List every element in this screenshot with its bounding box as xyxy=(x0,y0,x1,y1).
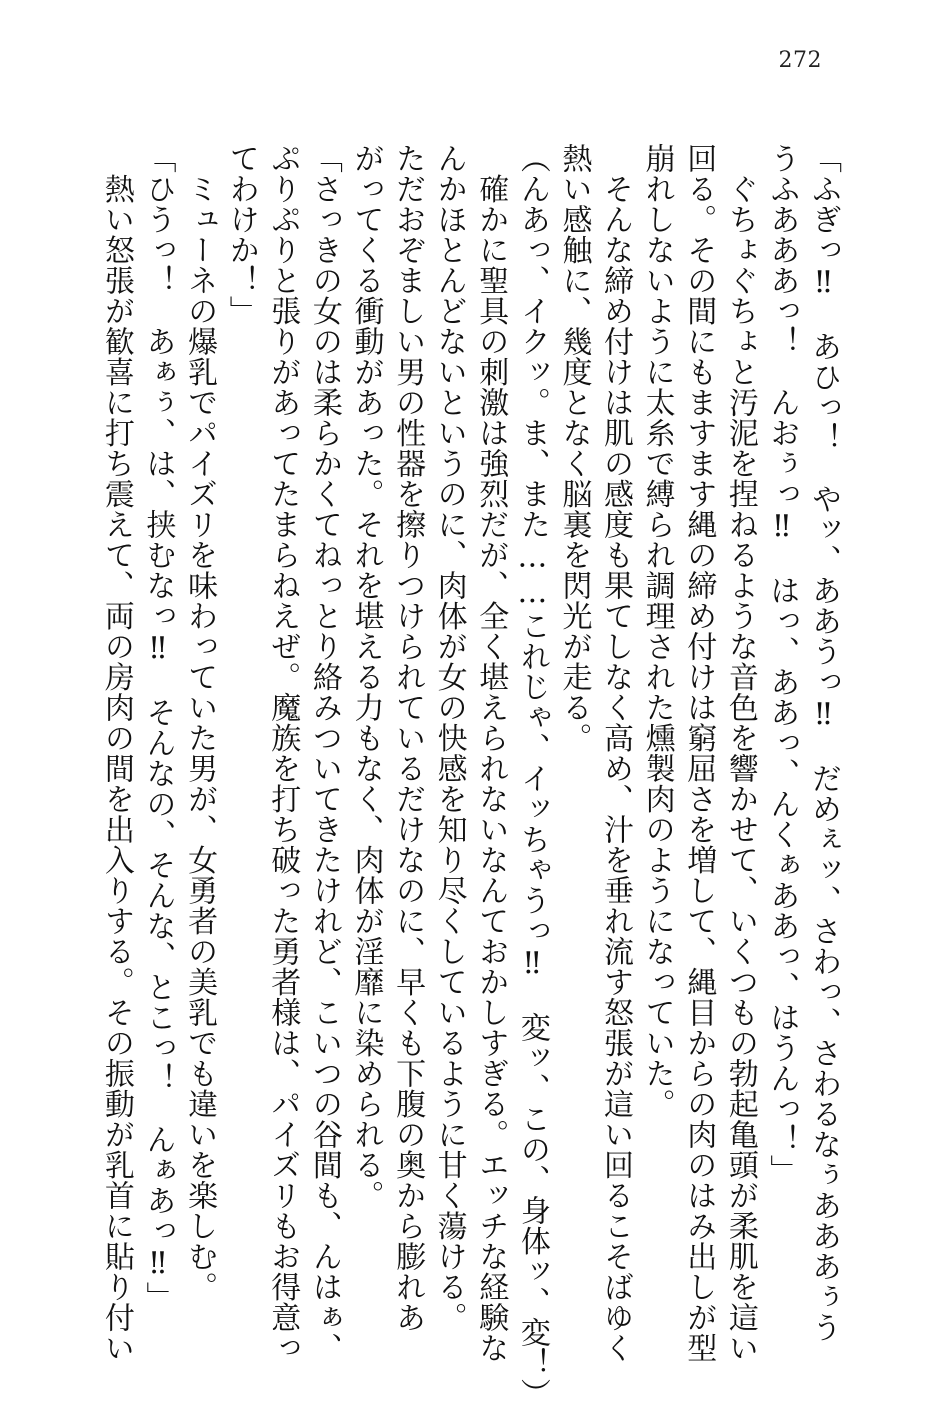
text-line: てわけか！」 xyxy=(223,143,259,326)
text-line: うふあああっ！ んおぅっ‼ はっ、ああっ、んくぁああっ、はうんっ！」 xyxy=(764,143,800,1185)
vertical-text-body xyxy=(98,143,844,1409)
text-line: そんな締め付けは肌の感度も果てしなく高め、汁を垂れ流す怒張が這い回るこそばゆく xyxy=(598,143,634,1363)
text-line: ぐちょぐちょと汚泥を捏ねるような音色を響かせて、いくつもの勃起亀頭が柔肌を這い xyxy=(722,143,758,1363)
text-line: んかほとんどないというのに、肉体が女の快感を知り尽くしているように甘く蕩ける。 xyxy=(431,143,467,1333)
text-line: ぷりぷりと張りがあってたまらねえぜ。魔族を打ち破った勇者様は、パイズリもお得意っ xyxy=(265,143,301,1363)
text-line: ミューネの爆乳でパイズリを味わっていた男が、女勇者の美乳でも違いを楽しむ。 xyxy=(182,143,218,1302)
text-line: 「さっきの女のは柔らかくてねっとり絡みついてきたけれど、こいつの谷間も、んはぁ、 xyxy=(306,143,342,1363)
text-line: がってくる衝動があった。それを堪える力もなく、肉体が淫靡に染められる。 xyxy=(348,143,384,1211)
text-line: 熱い怒張が歓喜に打ち震えて、両の房肉の間を出入りする。その振動が乳首に貼り付い xyxy=(98,143,134,1363)
text-line: （んあっ、イクッ。ま、また……これじゃ、イッちゃうっ‼ 変ッ、この、身体ッ、変！） xyxy=(514,143,550,1409)
text-line: 「ふぎっ‼ あひっ！ やッ、ああうっ‼ だめぇッ、さわっ、さわるなぅあああぅう xyxy=(806,143,841,1343)
page-number: 272 xyxy=(778,48,822,73)
text-line: 崩れしないように太糸で縛られ調理された燻製肉のようになっていた。 xyxy=(639,143,675,1119)
text-line: 「ひうっ！ あぁぅ、は、挟むなっ‼ そんなの、そんな、とこっ！ んぁあっ‼」 xyxy=(140,143,176,1312)
text-line: 確かに聖具の刺激は強烈だが、全く堪えられないなんておかしすぎる。エッチな経験な xyxy=(473,143,509,1363)
text-line: 熱い感触に、幾度となく脳裏を閃光が走る。 xyxy=(556,143,592,753)
text-line: ただおぞましい男の性器を擦りつけられているだけなのに、早くも下腹の奥から膨れあ xyxy=(390,143,426,1333)
text-line: 回る。その間にもますます縄の締め付けは窮屈さを増して、縄目からの肉のはみ出しが型 xyxy=(681,143,717,1363)
